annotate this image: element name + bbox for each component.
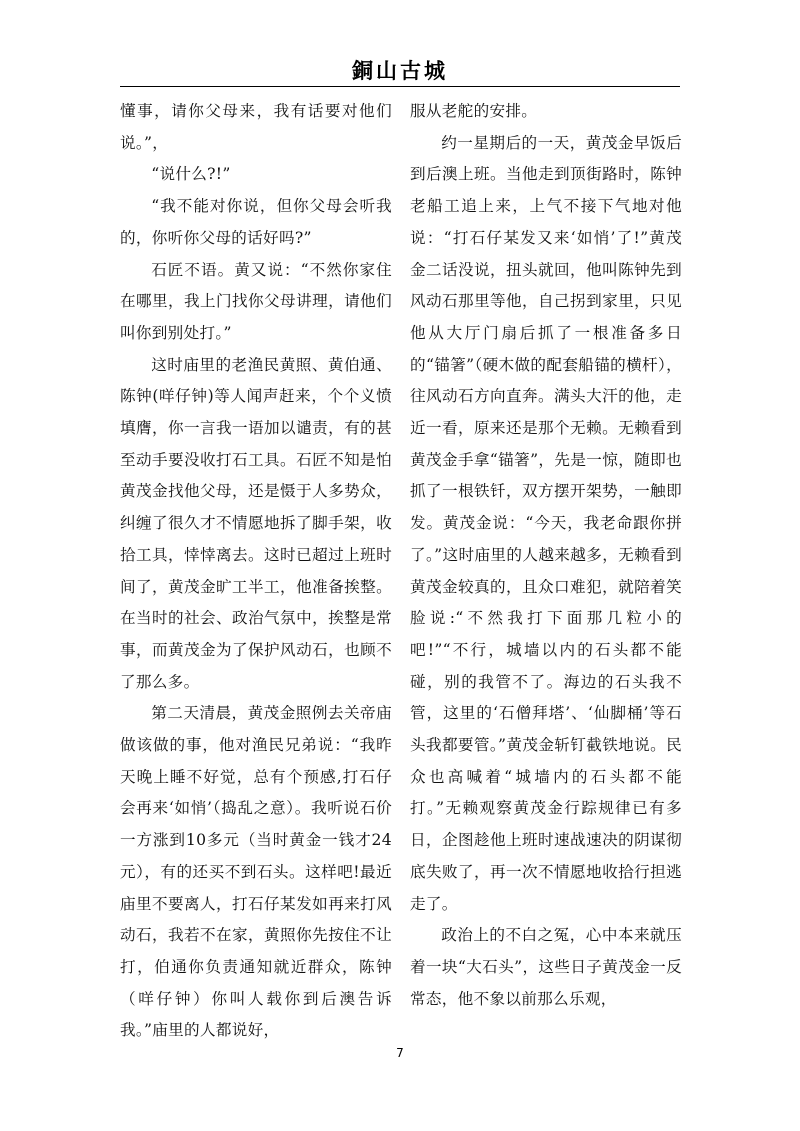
paragraph: 约一星期后的一天，黄茂金早饭后到后澳上班。当他走到顶街路时，陈钟老船工追上来，上气不接下气地对他说：“打石仔某发又来‘如悄’了!”黄茂金二话没说，扭头就回，他叫陈钟先到风动石那里等他，自己拐到家里，只见他从大厅门扇后抓了一根准备多日的“锚箸”（硬木做的配套船锚的横杆），往风动石方向直奔。满头大汗的他，走近一看，原来还是那个无赖。无赖看到黄茂金手拿“锚箸”，先是一惊，随即也抓了一根铁钎，双方摆开架势，一触即发。黄茂金说：“今天，我老命跟你拼了。”这时庙里的人越来越多，无赖看到黄茂金较真的，且众口难犯，就陪着笑脸说:“不然我打下面那几粒小的吧!”“不行，城墙以内的石头都不能碰，别的我管不了。海边的石头我不管，这里的‘石僧拜塔’、‘仙脚桶’等石头我都要管。”黄茂金斩钉截铁地说。民众也高喊着“城墙内的石头都不能打。”无赖观察黄茂金行踪规律已有多日，企图趁他上班时速战速决的阴谋彻底失败了，再一次不情愿地收拾行担逃走了。 xyxy=(410,133,682,913)
header-rule xyxy=(120,86,680,87)
paragraph: 第二天清晨，黄茂金照例去关帝庙做该做的事，他对渔民兄弟说：“我昨天晚上睡不好觉，总有个预感,打石仔会再来‘如悄’（捣乱之意）。我听说石价一方涨到10多元（当时黄金一钱才24元），有的还买不到石头。这样吧!最近庙里不要离人，打石仔某发如再来打风动石，我若不在家，黄照你先按住不让打，伯通你负责通知就近群众，陈钟（咩仔钟）你叫人载你到后澳告诉我。”庙里的人都说好， xyxy=(120,704,392,1040)
paragraph: 服从老舵的安排。 xyxy=(410,102,538,120)
paragraph: 这时庙里的老渔民黄照、黄伯通、陈钟(咩仔钟)等人闻声赶来，个个义愤填膺，你一言我一语加以谴责，有的甚至动手要没收打石工具。石匠不知是怕黄茂金找他父母，还是慑于人多势众，纠缠了很久才不情愿地拆了脚手架，收拾工具，悻悻离去。这时已超过上班时间了，黄茂金旷工半工，他准备挨整。在当时的社会、政治气氛中，挨整是常事，而黄茂金为了保护风动石，也顾不了那么多。 xyxy=(120,355,392,691)
paragraph: “我不能对你说，但你父母会听我的，你听你父母的话好吗?” xyxy=(120,197,392,247)
paragraph: 政治上的不白之冤，心中本来就压着一块“大石头”，这些日子黄茂金一反常态，他不象以前那么乐观， xyxy=(410,926,682,1008)
paragraph: “说什么?!” xyxy=(151,165,231,184)
paragraph: 懂事，请你父母来，我有话要对他们说。”， xyxy=(120,102,392,152)
page-number: 7 xyxy=(396,1046,404,1060)
running-header-title: 銅山古城 xyxy=(352,59,448,83)
right-column xyxy=(410,96,682,1056)
left-column xyxy=(120,96,392,1056)
paragraph: 石匠不语。黄又说：“不然你家住在哪里，我上门找你父母讲理，请他们叫你到别处打。” xyxy=(120,260,392,342)
